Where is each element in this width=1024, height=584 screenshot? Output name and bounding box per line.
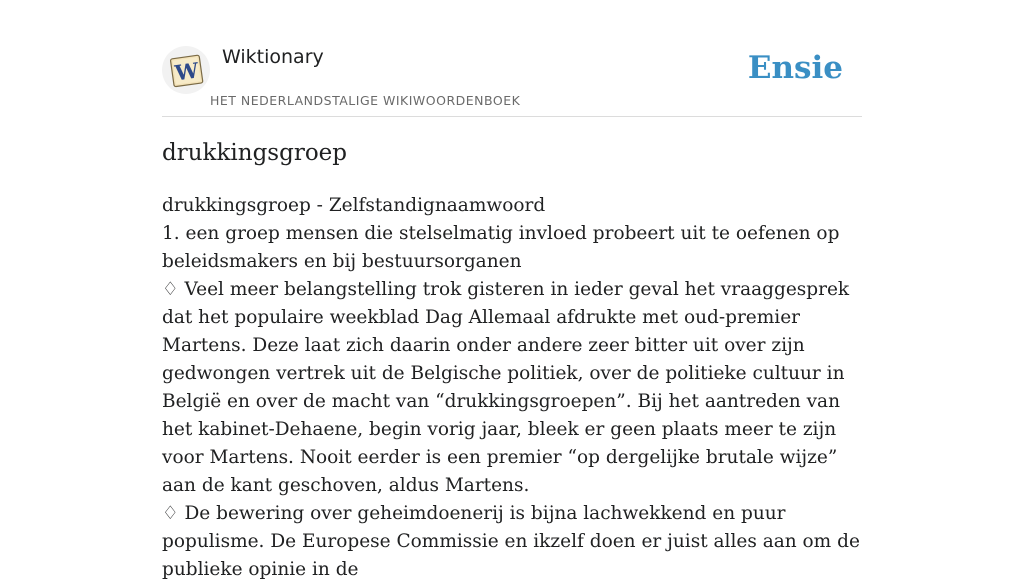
example-sentence: ♢ Veel meer belangstelling trok gisteren in ieder geval het vraaggesprek dat het populaire weekblad Dag Allemaal afdrukte met oud-premier Martens. Deze laat zich daarin onder andere zeer bitter uit over zijn gedwongen vertrek uit de Belgische politiek, over de politieke cultuur in België en over de macht van “drukkingsgroepen”. Bij het aantreden van het kabinet-Dehaene, begin vorig jaar, bleek er geen plaats meer te zijn voor Martens. Nooit eerder is een premier “op dergelijke brutale wijze” aan de kant geschoven, aldus Martens.: [162, 279, 850, 496]
page-title: drukkingsgroep: [162, 140, 347, 166]
entry-definition: 1. een groep mensen die stelselmatig invloed probeert uit te oefenen op beleidsmakers en bij bestuursorganen: [162, 223, 840, 272]
entry-heading: drukkingsgroep - Zelfstandignaamwoord: [162, 195, 546, 216]
logo-letter: W: [173, 57, 201, 86]
wiktionary-tile-icon: [162, 46, 210, 94]
example-sentence: ♢ De bewering over geheimdoenerij is bijna lachwekkend en puur populisme. De Europese Commissie en ikzelf doen er juist alles aan om de publieke opinie in de: [162, 503, 860, 580]
site-name[interactable]: Wiktionary: [222, 46, 324, 68]
site-header: [162, 0, 862, 117]
ensie-brand-logo[interactable]: Ensie: [747, 50, 843, 86]
site-tagline: HET NEDERLANDSTALIGE WIKIWOORDENBOEK: [210, 93, 521, 108]
wiktionary-logo[interactable]: [162, 46, 210, 94]
entry-content: [162, 192, 872, 584]
